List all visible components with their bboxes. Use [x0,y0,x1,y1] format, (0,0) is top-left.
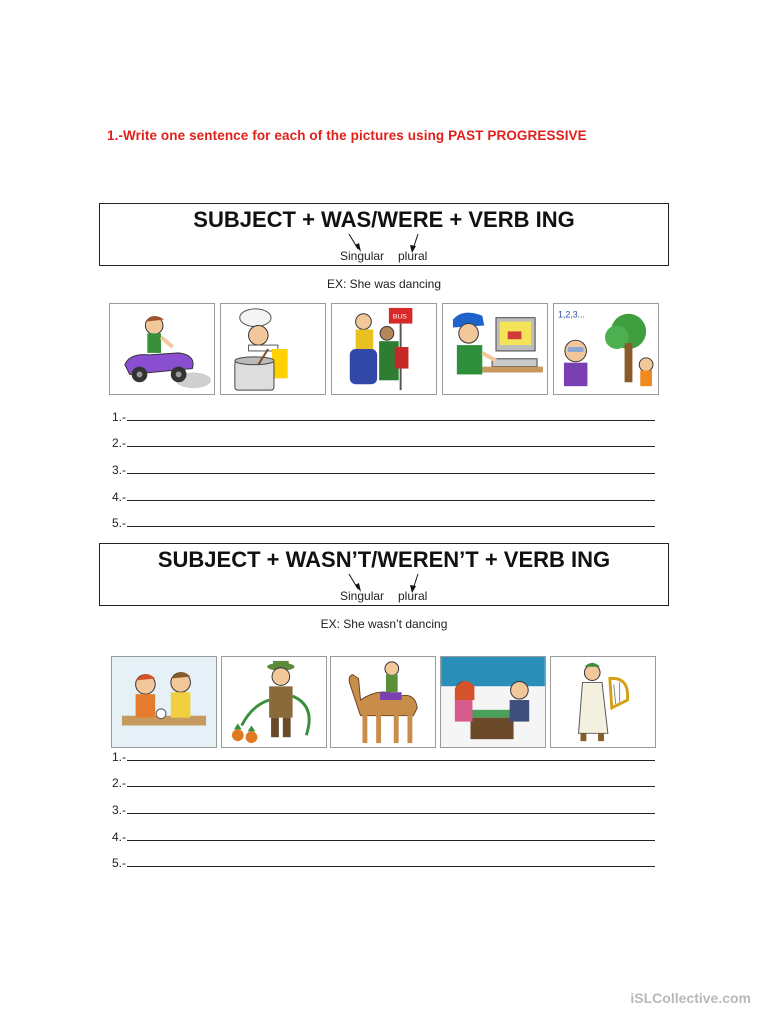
formula-affirmative: SUBJECT + WAS/WERE + VERB ING [193,207,575,232]
family-eating-image [111,656,217,748]
formula-negative: SUBJECT + WASN’T/WEREN’T + VERB ING [157,547,611,572]
label-plural: plural [398,249,428,263]
formula-box-affirmative [99,203,669,266]
label-singular: Singular [340,249,385,263]
example-negative: EX: She wasn’t dancing [320,617,448,631]
label-singular: Singular [340,589,385,603]
man-driving-car-image [109,303,215,395]
example-affirmative: EX: She was dancing [326,277,442,291]
answer-line[interactable]: 1.- [112,750,655,764]
answer-line[interactable]: 5.- [112,516,655,530]
man-riding-camel-image [330,656,436,748]
cook-stirring-pot-image [220,303,326,395]
answer-line[interactable]: 5.- [112,856,655,870]
man-playing-harp-image [550,656,656,748]
answer-line[interactable]: 4.- [112,830,655,844]
formula-arrows [100,544,670,607]
answer-line[interactable]: 3.- [112,803,655,817]
farmer-watering-plants-image [221,656,327,748]
svg-text:1,2,3...: 1,2,3... [558,309,585,320]
formula-box-negative [99,543,669,606]
answer-line[interactable]: 2.- [112,436,655,450]
answer-line[interactable]: 1.- [112,410,655,424]
answer-line[interactable]: 4.- [112,490,655,504]
kids-playing-hide-and-seek-image [553,303,659,395]
formula-arrows [100,204,670,267]
answer-line[interactable]: 2.- [112,776,655,790]
answer-line[interactable]: 3.- [112,463,655,477]
exercise-instruction: 1.-Write one sentence for each of the pictures using PAST PROGRESSIVE [107,128,587,143]
couple-at-restaurant-image [440,656,546,748]
label-plural: plural [398,589,428,603]
svg-text:BUS: BUS [392,313,407,321]
man-using-computer-image [442,303,548,395]
people-waiting-bus-image [331,303,437,395]
site-watermark: iSLCollective.com [630,990,751,1006]
